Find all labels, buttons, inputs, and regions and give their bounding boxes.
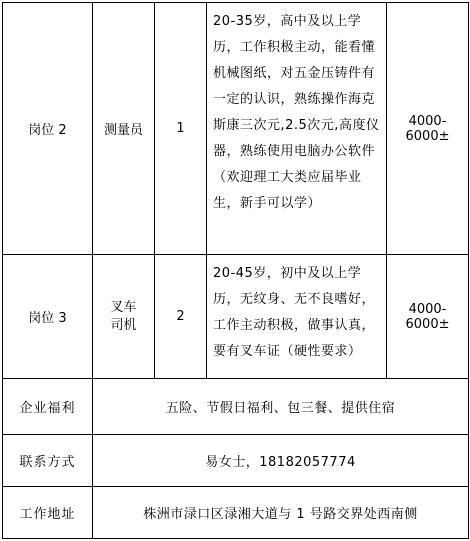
position-count: 1 xyxy=(155,3,207,255)
position-salary: 4000-6000± xyxy=(387,255,469,379)
contact-value: 易女士，18182057774 xyxy=(93,435,469,487)
position-name: 岗位 3 xyxy=(3,255,93,379)
address-value: 株洲市渌口区渌湘大道与 1 号路交界处西南侧 xyxy=(93,487,469,539)
job-table xyxy=(2,2,469,539)
address-label: 工作地址 xyxy=(3,487,93,539)
contact-label: 联系方式 xyxy=(3,435,93,487)
position-count: 2 xyxy=(155,255,207,379)
position-title xyxy=(93,255,155,379)
position-title-line2: 司机 xyxy=(110,317,137,333)
table-row-benefits xyxy=(3,379,469,435)
position-title-line1: 叉车 xyxy=(110,299,137,315)
position-salary: 4000-6000± xyxy=(387,3,469,255)
position-name: 岗位 2 xyxy=(3,3,93,255)
table-row-position-3 xyxy=(3,255,469,379)
position-requirements: 20-45岁，初中及以上学历，无纹身、无不良嗜好，工作主动积极，做事认真，要有叉车证（硬性要求） xyxy=(207,255,387,379)
position-title: 测量员 xyxy=(93,3,155,255)
benefits-label: 企业福利 xyxy=(3,379,93,435)
position-requirements: 20-35岁，高中及以上学历，工作积极主动，能看懂机械图纸，对五金压铸件有一定的认识，熟练操作海克斯康三次元,2.5次元,高度仪器，熟练使用电脑办公软件（欢迎理工大类应届毕业生，新手可以学） xyxy=(207,3,387,255)
table-row-position-2 xyxy=(3,3,469,255)
table-row-address xyxy=(3,487,469,539)
table-row-contact xyxy=(3,435,469,487)
benefits-value: 五险、节假日福利、包三餐、提供住宿 xyxy=(93,379,469,435)
